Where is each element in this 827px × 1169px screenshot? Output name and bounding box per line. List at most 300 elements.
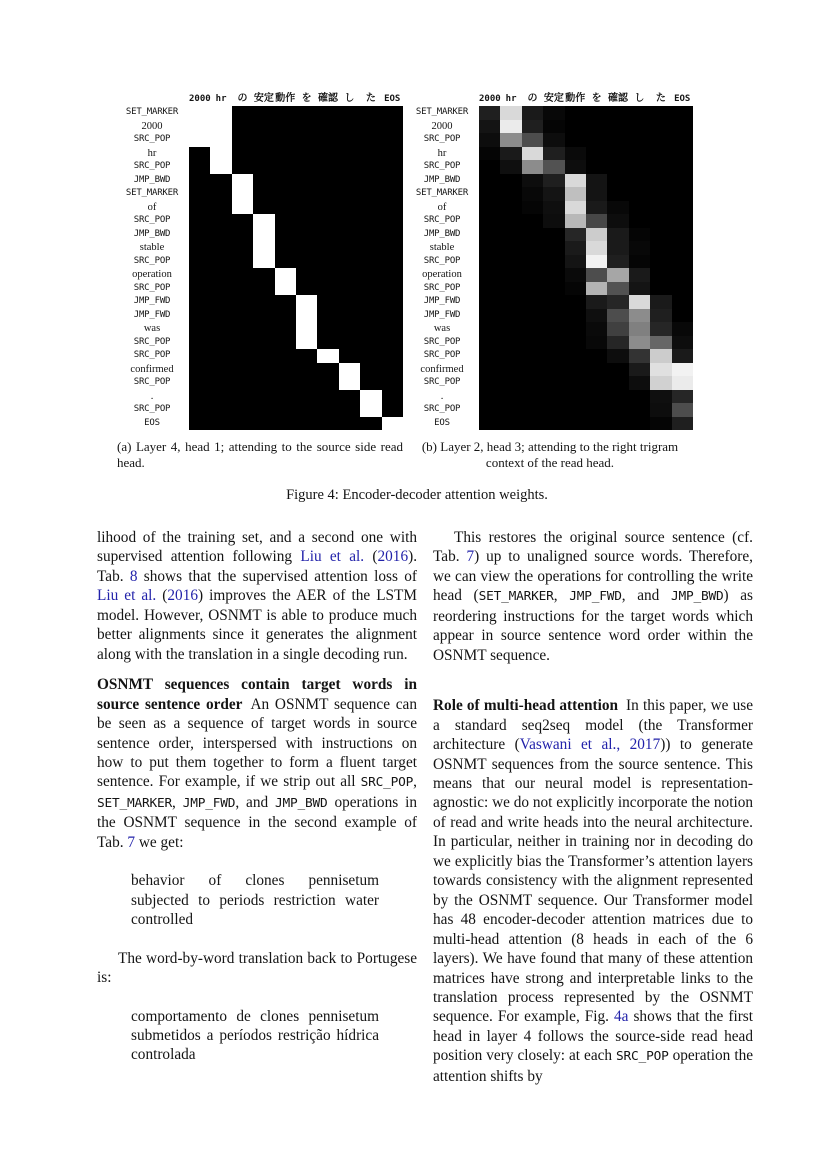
heatmap-cell	[232, 160, 253, 174]
heatmap-cell	[296, 187, 317, 201]
heatmap-cell	[317, 322, 338, 336]
quote-portuguese-translation: comportamento de clones pennisetum submetidos a períodos restrição hídrica controlada	[131, 1007, 379, 1064]
heatmap-cell	[210, 390, 231, 404]
heatmap-cell	[317, 255, 338, 269]
heatmap-cell	[629, 322, 650, 336]
heatmap-cell	[607, 120, 628, 134]
heatmap-cell	[253, 336, 274, 350]
heatmap-cell	[339, 133, 360, 147]
heatmap-cell	[629, 174, 650, 188]
heatmap-cell	[382, 336, 403, 350]
row-label: was	[433, 323, 451, 334]
heatmap-cell	[586, 282, 607, 296]
heatmap-cell	[500, 201, 521, 215]
subcaption-a: (a) Layer 4, head 1; attending to the source side read head.	[117, 439, 403, 470]
heatmap-cell	[629, 336, 650, 350]
heatmap-cell	[543, 403, 564, 417]
heatmap-cell	[253, 268, 274, 282]
heatmap-cell	[672, 147, 693, 161]
heatmap-cell	[253, 390, 274, 404]
heatmap-cell	[339, 268, 360, 282]
inline-code-token: JMP_BWD	[275, 795, 328, 811]
heatmap-cell	[565, 187, 586, 201]
heatmap-cell	[189, 349, 210, 363]
heatmap-cell	[210, 174, 231, 188]
heatmap-cell	[650, 376, 671, 390]
heatmap-cell	[522, 403, 543, 417]
reference-link[interactable]: Liu et al.	[300, 548, 365, 566]
text-segment: The word-by-word translation back to Portugese is:	[97, 949, 417, 987]
heatmap-cell	[629, 160, 650, 174]
heatmap-cell	[500, 241, 521, 255]
heatmap-cell	[210, 133, 231, 147]
heatmap-cell	[275, 201, 296, 215]
reference-link[interactable]: Liu et al.	[97, 587, 157, 605]
heatmap-cell	[339, 106, 360, 120]
row-label: operation	[132, 269, 172, 280]
heatmap-cell	[317, 282, 338, 296]
heatmap-cell	[360, 214, 381, 228]
heatmap-cell	[360, 160, 381, 174]
heatmap-cell	[565, 214, 586, 228]
heatmap-cell	[565, 241, 586, 255]
heatmap-cell	[360, 349, 381, 363]
heatmap-cell	[522, 201, 543, 215]
text-segment: (	[156, 587, 168, 605]
heatmap-cell	[586, 295, 607, 309]
heatmap-cell	[232, 214, 253, 228]
paragraph-likelihood	[97, 528, 417, 664]
heatmap-cell	[360, 201, 381, 215]
heatmap-cell	[672, 390, 693, 404]
heatmap-cell	[500, 187, 521, 201]
heatmap-cell	[672, 349, 693, 363]
heatmap-cell	[339, 390, 360, 404]
heatmap-cell	[382, 147, 403, 161]
heatmap-cell	[296, 295, 317, 309]
heatmap-cell	[296, 147, 317, 161]
heatmap-cell	[232, 349, 253, 363]
row-label: SET_MARKER	[125, 107, 179, 117]
heatmap-cell	[650, 295, 671, 309]
heatmap-cell	[522, 147, 543, 161]
column-label: を	[591, 93, 602, 104]
reference-link[interactable]: Vaswani et al., 2017	[519, 736, 661, 754]
heatmap-cell	[543, 106, 564, 120]
row-label: JMP_FWD	[423, 296, 461, 306]
heatmap-cell	[607, 336, 628, 350]
heatmap-cell	[650, 228, 671, 242]
heatmap-cell	[565, 106, 586, 120]
inline-code-token: JMP_FWD	[182, 795, 236, 811]
heatmap-cell	[629, 228, 650, 242]
heatmap-cell	[275, 336, 296, 350]
text-segment: ) up to unaligned source words. Therefore, we can view the operations for controlling the write head (	[433, 548, 753, 605]
row-label: SRC_POP	[423, 134, 461, 144]
heatmap-cell	[522, 187, 543, 201]
heatmap-cell	[210, 201, 231, 215]
heatmap-cell	[650, 147, 671, 161]
heatmap-cell	[360, 120, 381, 134]
heatmap-cell	[479, 403, 500, 417]
heatmap-cell	[253, 187, 274, 201]
column-labels	[479, 93, 693, 106]
row-label: JMP_FWD	[133, 309, 171, 320]
heatmap-cell	[586, 417, 607, 431]
heatmap-cell	[650, 241, 671, 255]
heatmap-cell	[253, 295, 274, 309]
heatmap-cell	[210, 363, 231, 377]
row-label: EOS	[434, 417, 450, 428]
heatmap-cell	[189, 403, 210, 417]
row-label: EOS	[144, 417, 160, 428]
row-label: SRC_POP	[133, 404, 171, 414]
heatmap-cell	[317, 349, 338, 363]
heatmap-cell	[586, 147, 607, 161]
heatmap-cell	[586, 403, 607, 417]
heatmap-cell	[522, 376, 543, 390]
heatmap-cell	[317, 120, 338, 134]
heatmap-grid-b	[479, 106, 693, 430]
heatmap-cell	[296, 309, 317, 323]
heatmap-cell	[275, 282, 296, 296]
heatmap-cell	[586, 322, 607, 336]
text-segment: ) improves the AER of the LSTM model. However, OSNMT is able to produce much better alignments since it generates the alignment along with the translation in a single decoding run.	[97, 587, 417, 663]
heatmap-cell	[479, 106, 500, 120]
heatmap-cell	[210, 268, 231, 282]
heatmap-cell	[296, 255, 317, 269]
text-segment: shows that the first head in layer 4 follows the source-side read head position very closely: at each	[433, 1008, 753, 1065]
heatmap-cell	[296, 268, 317, 282]
heatmap-cell	[275, 255, 296, 269]
heatmap-cell	[586, 349, 607, 363]
heatmap-cell	[629, 295, 650, 309]
heatmap-cell	[296, 120, 317, 134]
heatmap-cell	[543, 268, 564, 282]
reference-link[interactable]: 2016	[377, 548, 409, 566]
heatmap-cell	[629, 120, 650, 134]
heatmap-cell	[629, 282, 650, 296]
heatmap-cell	[232, 376, 253, 390]
heatmap-cell	[629, 147, 650, 161]
heatmap-cell	[607, 214, 628, 228]
heatmap-cell	[586, 228, 607, 242]
heatmap-cell	[210, 241, 231, 255]
heatmap-cell	[275, 120, 296, 134]
heatmap-cell	[672, 228, 693, 242]
heatmap-cell	[565, 160, 586, 174]
heatmap-cell	[189, 228, 210, 242]
inline-code-token: SET_MARKER	[478, 589, 554, 605]
text-segment: shows that the supervised attention loss of	[137, 567, 417, 585]
heatmap-cell	[479, 187, 500, 201]
heatmap-cell	[650, 282, 671, 296]
heatmap-cell	[232, 295, 253, 309]
heatmap-cell	[232, 363, 253, 377]
heatmap-cell	[543, 201, 564, 215]
heatmap-cell	[479, 322, 500, 336]
heatmap-cell	[607, 255, 628, 269]
heatmap-cell	[296, 160, 317, 174]
heatmap-cell	[210, 228, 231, 242]
heatmap-cell	[360, 133, 381, 147]
left-column	[97, 528, 417, 1084]
heatmap-cell	[382, 160, 403, 174]
heatmap-cell	[275, 403, 296, 417]
heatmap-cell	[189, 390, 210, 404]
heatmap-cell	[500, 174, 521, 188]
heatmap-cell	[479, 268, 500, 282]
heatmap-cell	[210, 417, 231, 431]
row-label: SRC_POP	[133, 134, 171, 144]
heatmap-cell	[360, 336, 381, 350]
reference-link[interactable]: 7	[127, 833, 136, 851]
heatmap-cell	[253, 133, 274, 147]
heatmap-cell	[565, 120, 586, 134]
heatmap-cell	[543, 417, 564, 431]
row-label: operation	[422, 269, 462, 280]
heatmap-cell	[296, 376, 317, 390]
heatmap-cell	[479, 160, 500, 174]
heatmap-cell	[296, 174, 317, 188]
heatmap-cell	[339, 174, 360, 188]
heatmap-cell	[565, 417, 586, 431]
heatmap-cell	[650, 390, 671, 404]
heatmap-cell	[360, 147, 381, 161]
heatmap-cell	[275, 174, 296, 188]
heatmap-cell	[382, 417, 403, 431]
heatmap-cell	[650, 268, 671, 282]
heatmap-cell	[629, 417, 650, 431]
heatmap-cell	[543, 309, 564, 323]
text-segment: In this paper, we use a standard seq2seq model (the Transformer architecture (	[433, 697, 753, 754]
heatmap-cell	[607, 241, 628, 255]
heatmap-cell	[189, 417, 210, 431]
row-label: SRC_POP	[423, 350, 461, 360]
heatmap-cell	[210, 349, 231, 363]
heatmap-cell	[650, 322, 671, 336]
row-label: SRC_POP	[133, 350, 171, 360]
heatmap-cell	[543, 336, 564, 350]
heatmap-cell	[565, 363, 586, 377]
inline-code-token: SRC_POP	[616, 1049, 669, 1065]
heatmap-cell	[253, 228, 274, 242]
heatmap-cell	[210, 255, 231, 269]
heatmap-cell	[189, 241, 210, 255]
row-label: .	[440, 390, 444, 402]
heatmap-cell	[565, 390, 586, 404]
attention-heatmap-panel-b	[407, 93, 693, 471]
reference-link[interactable]: 2016	[167, 587, 198, 605]
heatmap-cell	[275, 363, 296, 377]
heatmap-cell	[543, 214, 564, 228]
heatmap-grid-a	[189, 106, 403, 430]
heatmap-cell	[189, 282, 210, 296]
heatmap-cell	[586, 106, 607, 120]
heatmap-cell	[296, 390, 317, 404]
heatmap-cell	[275, 295, 296, 309]
heatmap-cell	[607, 363, 628, 377]
text-segment: ). Tab.	[97, 548, 418, 585]
heatmap-cell	[253, 349, 274, 363]
heatmap-cell	[607, 417, 628, 431]
inline-code-token: SRC_POP	[360, 775, 414, 791]
heatmap-cell	[607, 187, 628, 201]
heatmap-cell	[650, 214, 671, 228]
heatmap-cell	[629, 309, 650, 323]
column-label: 確認	[608, 93, 629, 104]
column-label: EOS	[384, 94, 401, 104]
row-label: of	[147, 201, 157, 213]
heatmap-cell	[275, 133, 296, 147]
heatmap-cell	[565, 255, 586, 269]
heatmap-cell	[189, 160, 210, 174]
heatmap-cell	[565, 228, 586, 242]
heatmap-cell	[479, 417, 500, 431]
heatmap-cell	[479, 363, 500, 377]
heatmap-cell	[317, 363, 338, 377]
heatmap-cell	[672, 133, 693, 147]
heatmap-cell	[629, 255, 650, 269]
heatmap-cell	[607, 322, 628, 336]
heatmap-cell	[296, 133, 317, 147]
heatmap-cell	[360, 417, 381, 431]
column-label: 2000	[479, 94, 501, 104]
heatmap-cell	[522, 228, 543, 242]
heatmap-cell	[360, 403, 381, 417]
heatmap-cell	[253, 214, 274, 228]
heatmap-cell	[210, 160, 231, 174]
heatmap-cell	[382, 120, 403, 134]
heatmap-cell	[672, 336, 693, 350]
heatmap-cell	[672, 160, 693, 174]
heatmap-cell	[500, 214, 521, 228]
heatmap-cell	[339, 403, 360, 417]
row-label: SRC_POP	[133, 215, 171, 225]
heatmap-cell	[543, 376, 564, 390]
heatmap-cell	[296, 241, 317, 255]
reference-link[interactable]: 8	[129, 567, 138, 585]
heatmap-cell	[339, 147, 360, 161]
attention-heatmap-panel-a	[117, 93, 403, 471]
heatmap-cell	[479, 336, 500, 350]
heatmap-cell	[189, 201, 210, 215]
heatmap-cell	[382, 363, 403, 377]
heatmap-cell	[479, 295, 500, 309]
paragraph-word-by-word	[97, 949, 417, 988]
heatmap-cell	[339, 282, 360, 296]
heatmap-cell	[586, 376, 607, 390]
heatmap-cell	[565, 322, 586, 336]
heatmap-cell	[500, 336, 521, 350]
text-segment: operation the attention shifts by	[433, 1047, 754, 1085]
heatmap-cell	[543, 174, 564, 188]
heatmap-cell	[500, 268, 521, 282]
heatmap-cell	[232, 106, 253, 120]
heatmap-cell	[317, 147, 338, 161]
heatmap-cell	[500, 349, 521, 363]
heatmap-cell	[275, 390, 296, 404]
heatmap-cell	[522, 295, 543, 309]
heatmap-cell	[339, 255, 360, 269]
heatmap-cell	[672, 363, 693, 377]
heatmap-cell	[607, 160, 628, 174]
heatmap-cell	[629, 403, 650, 417]
heatmap-cell	[296, 336, 317, 350]
inline-code-token: JMP_FWD	[569, 589, 622, 605]
heatmap-cell	[189, 174, 210, 188]
heatmap-cell	[253, 322, 274, 336]
heatmap-cell	[607, 282, 628, 296]
heatmap-cell	[672, 282, 693, 296]
heatmap-cell	[317, 390, 338, 404]
heatmap-cell	[360, 268, 381, 282]
reference-link[interactable]: 4a	[614, 1008, 629, 1026]
heatmap-cell	[543, 295, 564, 309]
heatmap-cell	[382, 241, 403, 255]
heatmap-cell	[629, 133, 650, 147]
row-label: SET_MARKER	[125, 188, 179, 198]
column-label: 動作	[565, 93, 586, 104]
heatmap-cell	[629, 241, 650, 255]
heatmap-cell	[479, 390, 500, 404]
heatmap-cell	[522, 268, 543, 282]
heatmap-cell	[522, 417, 543, 431]
paragraph-multi-head-attention	[433, 696, 753, 1086]
heatmap-cell	[360, 187, 381, 201]
row-label: .	[150, 390, 154, 402]
heatmap-cell	[339, 241, 360, 255]
heatmap-cell	[629, 376, 650, 390]
heatmap-cell	[522, 174, 543, 188]
heatmap-cell	[253, 376, 274, 390]
heatmap-cell	[189, 363, 210, 377]
heatmap-cell	[382, 255, 403, 269]
heatmap-cell	[479, 228, 500, 242]
heatmap-cell	[479, 376, 500, 390]
heatmap-cell	[382, 282, 403, 296]
heatmap-cell	[500, 376, 521, 390]
heatmap-cell	[317, 106, 338, 120]
heatmap-cell	[382, 228, 403, 242]
heatmap-cell	[339, 349, 360, 363]
heatmap-cell	[543, 133, 564, 147]
row-label: JMP_BWD	[133, 228, 171, 239]
heatmap-cell	[672, 268, 693, 282]
heatmap-cell	[586, 255, 607, 269]
reference-link[interactable]: 7	[466, 548, 475, 566]
heatmap-cell	[210, 376, 231, 390]
heatmap-cell	[232, 147, 253, 161]
heatmap-cell	[317, 241, 338, 255]
heatmap-cell	[189, 376, 210, 390]
column-label: し	[634, 93, 645, 104]
heatmap-cell	[317, 201, 338, 215]
heatmap-cell	[339, 376, 360, 390]
text-segment: ) as reordering instructions for the target words which appear in source sentence word order within the OSNMT sequence.	[433, 587, 754, 664]
heatmap-cell	[607, 133, 628, 147]
heatmap-cell	[232, 403, 253, 417]
heatmap-cell	[543, 160, 564, 174]
heatmap-cell	[650, 363, 671, 377]
heatmap-cell	[672, 201, 693, 215]
heatmap-cell	[210, 295, 231, 309]
column-label: た	[655, 93, 666, 104]
text-segment: , and	[235, 793, 276, 811]
heatmap-cell	[232, 120, 253, 134]
row-label: SET_MARKER	[415, 188, 469, 198]
heatmap-cell	[565, 282, 586, 296]
